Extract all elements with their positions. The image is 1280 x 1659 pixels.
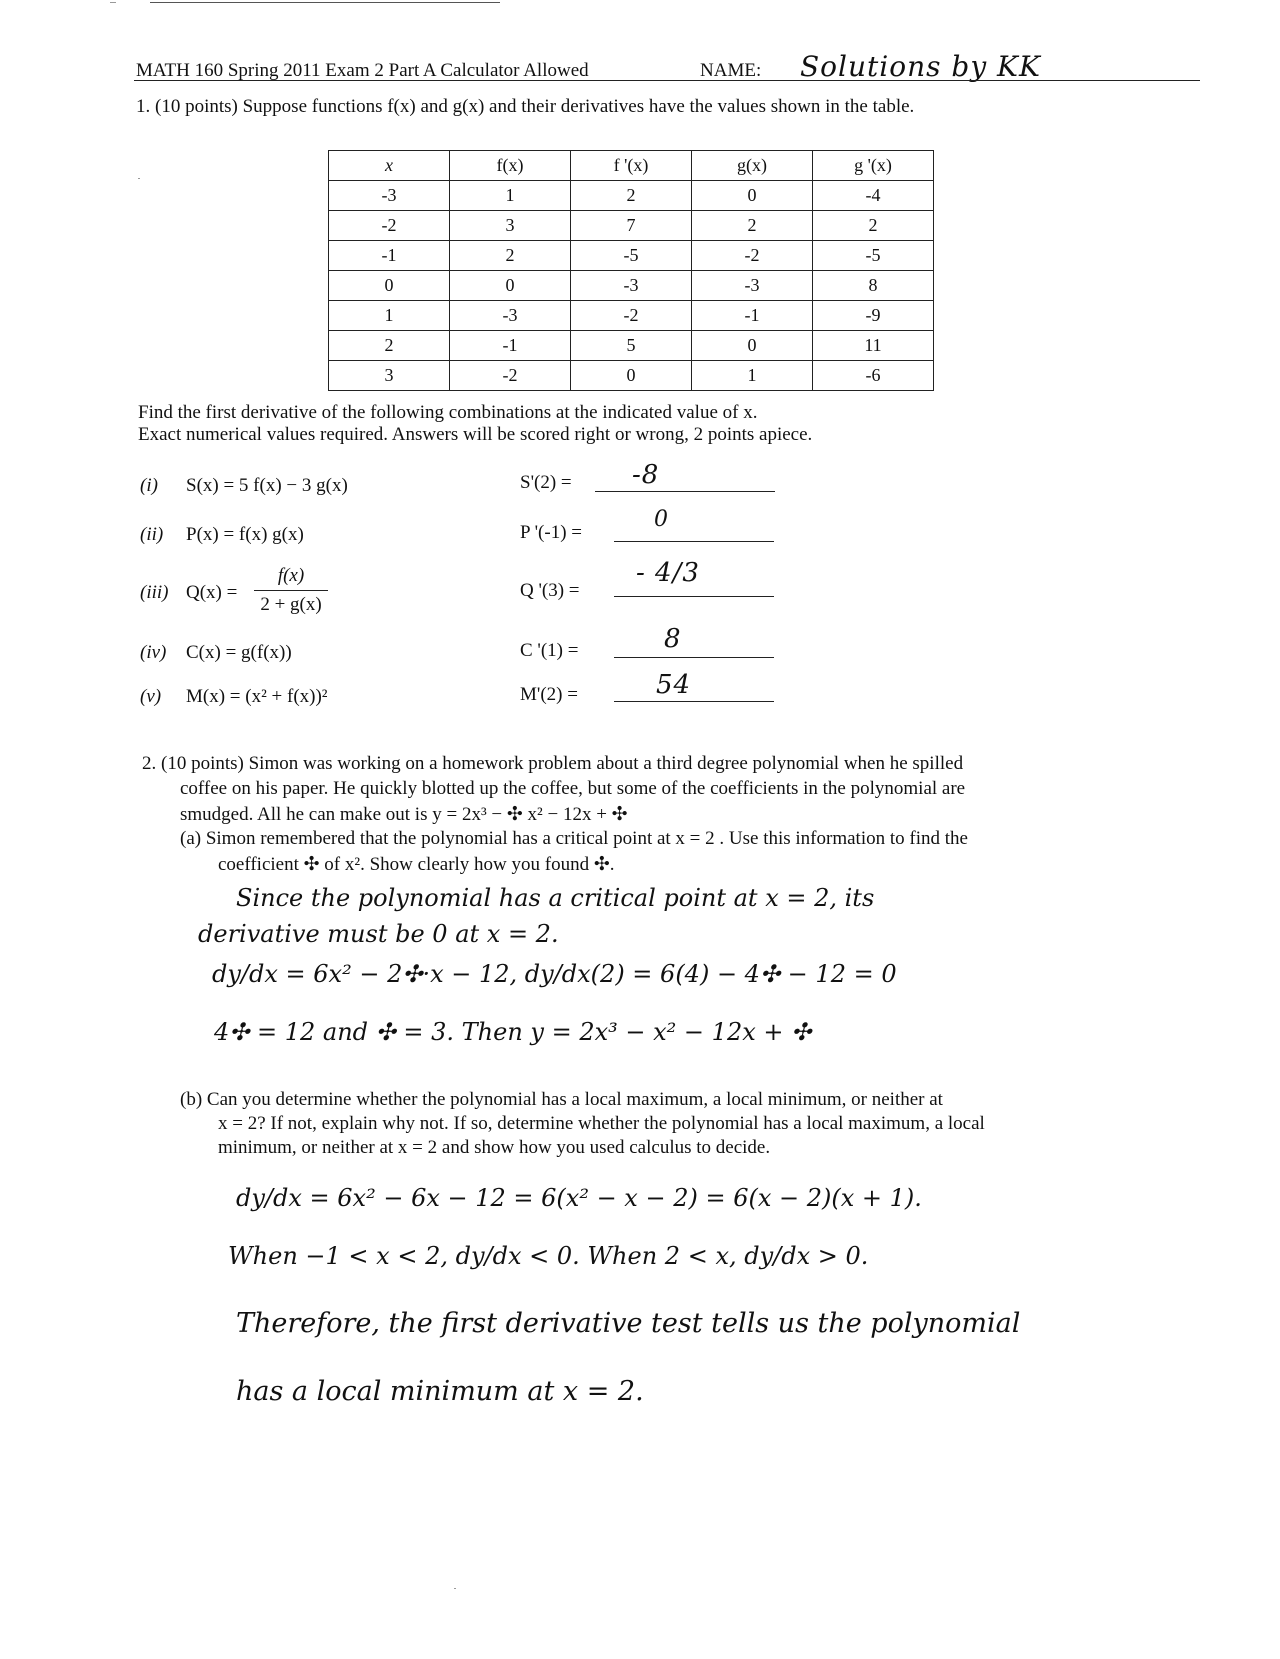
table-row — [329, 301, 934, 331]
problem2b-line-2: x = 2? If not, explain why not. If so, determine whether the polynomial has a local maximum, a local — [218, 1113, 985, 1134]
table-cell: 1 — [450, 181, 571, 211]
work-2a-line-1: Since the polynomial has a critical point at x = 2, its — [236, 884, 875, 912]
problem2-line-1: 2. (10 points) Simon was working on a homework problem about a third degree polynomial when he spilled — [142, 753, 964, 774]
part-label: (iii) — [140, 582, 169, 603]
table-cell: 5 — [571, 331, 692, 361]
table-cell: 2 — [450, 241, 571, 271]
fraction-numerator: f(x) — [277, 565, 305, 586]
table-cell: 1 — [692, 361, 813, 391]
answer-line — [614, 701, 774, 702]
fraction-denominator: 2 + g(x) — [260, 594, 322, 615]
scan-mark — [110, 2, 116, 3]
part-ask: Q '(3) = — [520, 580, 580, 601]
table-cell: -2 — [450, 361, 571, 391]
work-2b-line-4: has a local minimum at x = 2. — [236, 1376, 644, 1407]
part-expression: P(x) = f(x) g(x) — [186, 524, 304, 545]
table-cell: -9 — [813, 301, 934, 331]
part-ask: P '(-1) = — [520, 522, 582, 543]
table-cell: -2 — [692, 241, 813, 271]
answer-line — [614, 541, 774, 542]
problem2b-line-3: minimum, or neither at x = 2 and show how you used calculus to decide. — [218, 1137, 771, 1158]
table-cell: -5 — [571, 241, 692, 271]
table-cell: -6 — [813, 361, 934, 391]
table-header-row — [329, 151, 934, 181]
problem2-line-2: coffee on his paper. He quickly blotted up the coffee, but some of the coefficients in the polynomial are — [180, 778, 966, 799]
table-cell: -3 — [450, 301, 571, 331]
exam-header: MATH 160 Spring 2011 Exam 2 Part A Calculator Allowed — [136, 60, 589, 81]
problem2a-line-2: coefficient ✣ of x². Show clearly how you found ✣. — [218, 854, 615, 875]
work-2b-line-2: When −1 < x < 2, dy/dx < 0. When 2 < x, dy/dx > 0. — [228, 1242, 869, 1270]
table-cell: 1 — [329, 301, 450, 331]
table-cell: 0 — [450, 271, 571, 301]
scan-mark — [454, 1588, 456, 1589]
instructions-line-2: Exact numerical values required. Answers will be scored right or wrong, 2 points apiece. — [138, 424, 813, 445]
table-cell: -2 — [329, 211, 450, 241]
answer-value: 0 — [654, 507, 669, 532]
table-row — [329, 241, 934, 271]
name-value: Solutions by KK — [800, 50, 1041, 83]
work-2a-line-3: dy/dx = 6x² − 2✣·x − 12, dy/dx(2) = 6(4) − 4✣ − 12 = 0 — [212, 960, 897, 988]
table-cell: -2 — [571, 301, 692, 331]
table-cell: 8 — [813, 271, 934, 301]
answer-value: - 4/3 — [636, 558, 700, 588]
answer-value: -8 — [632, 460, 660, 490]
table-cell: 0 — [692, 181, 813, 211]
answer-value: 54 — [656, 670, 692, 700]
table-row — [329, 331, 934, 361]
answer-value: 8 — [664, 624, 682, 654]
answer-line — [614, 657, 774, 658]
table-header: f(x) — [450, 151, 571, 181]
work-2b-line-1: dy/dx = 6x² − 6x − 12 = 6(x² − x − 2) = 6(x − 2)(x + 1). — [236, 1184, 922, 1212]
table-header: g(x) — [692, 151, 813, 181]
work-2a-line-4: 4✣ = 12 and ✣ = 3. Then y = 2x³ − x² − 12x + ✣ — [214, 1018, 812, 1046]
part-label: (ii) — [140, 524, 164, 545]
table-row — [329, 271, 934, 301]
table-cell: 7 — [571, 211, 692, 241]
table-header: g '(x) — [813, 151, 934, 181]
table-header: x — [329, 151, 450, 181]
part-ask: C '(1) = — [520, 640, 579, 661]
problem2b-line-1: (b) Can you determine whether the polynomial has a local maximum, a local minimum, or neither at — [180, 1089, 943, 1110]
table-cell: -3 — [692, 271, 813, 301]
scan-top-edge — [150, 2, 500, 3]
table-cell: -5 — [813, 241, 934, 271]
table-cell: 2 — [692, 211, 813, 241]
answer-line — [595, 491, 775, 492]
table-cell: 3 — [450, 211, 571, 241]
part-expression-lhs: Q(x) = — [186, 582, 238, 603]
part-expression: S(x) = 5 f(x) − 3 g(x) — [186, 475, 348, 496]
name-label: NAME: — [700, 60, 762, 81]
part-ask: M'(2) = — [520, 684, 578, 705]
table-cell: 0 — [571, 361, 692, 391]
table-cell: 3 — [329, 361, 450, 391]
table-cell: 2 — [571, 181, 692, 211]
table-cell: 0 — [692, 331, 813, 361]
table-row — [329, 211, 934, 241]
part-label: (i) — [140, 475, 158, 496]
table-cell: -3 — [329, 181, 450, 211]
scan-mark — [138, 178, 140, 179]
problem1-prompt: 1. (10 points) Suppose functions f(x) and g(x) and their derivatives have the values shown in the table. — [136, 96, 915, 117]
table-cell: 11 — [813, 331, 934, 361]
work-2b-line-3: Therefore, the first derivative test tells us the polynomial — [236, 1308, 1021, 1339]
table-cell: -3 — [571, 271, 692, 301]
answer-line — [614, 596, 774, 597]
part-label: (v) — [140, 686, 162, 707]
table-cell: 0 — [329, 271, 450, 301]
problem2a-line-1: (a) Simon remembered that the polynomial has a critical point at x = 2 . Use this information to find the — [180, 828, 968, 849]
part-expression: C(x) = g(f(x)) — [186, 642, 292, 663]
part-ask: S'(2) = — [520, 472, 572, 493]
table-cell: -1 — [329, 241, 450, 271]
header-rule — [134, 80, 1200, 81]
fraction-bar — [254, 590, 328, 591]
table-cell: 2 — [813, 211, 934, 241]
table-cell: -1 — [692, 301, 813, 331]
table-row — [329, 361, 934, 391]
problem2-line-3: smudged. All he can make out is y = 2x³ − ✣ x² − 12x + ✣ — [180, 804, 628, 825]
table-cell: -4 — [813, 181, 934, 211]
values-table — [328, 150, 934, 391]
table-cell: 2 — [329, 331, 450, 361]
instructions-line-1: Find the first derivative of the following combinations at the indicated value of x. — [138, 402, 758, 423]
table-row — [329, 181, 934, 211]
part-expression: M(x) = (x² + f(x))² — [186, 686, 328, 707]
work-2a-line-2: derivative must be 0 at x = 2. — [198, 920, 559, 948]
table-header: f '(x) — [571, 151, 692, 181]
part-label: (iv) — [140, 642, 167, 663]
table-cell: -1 — [450, 331, 571, 361]
